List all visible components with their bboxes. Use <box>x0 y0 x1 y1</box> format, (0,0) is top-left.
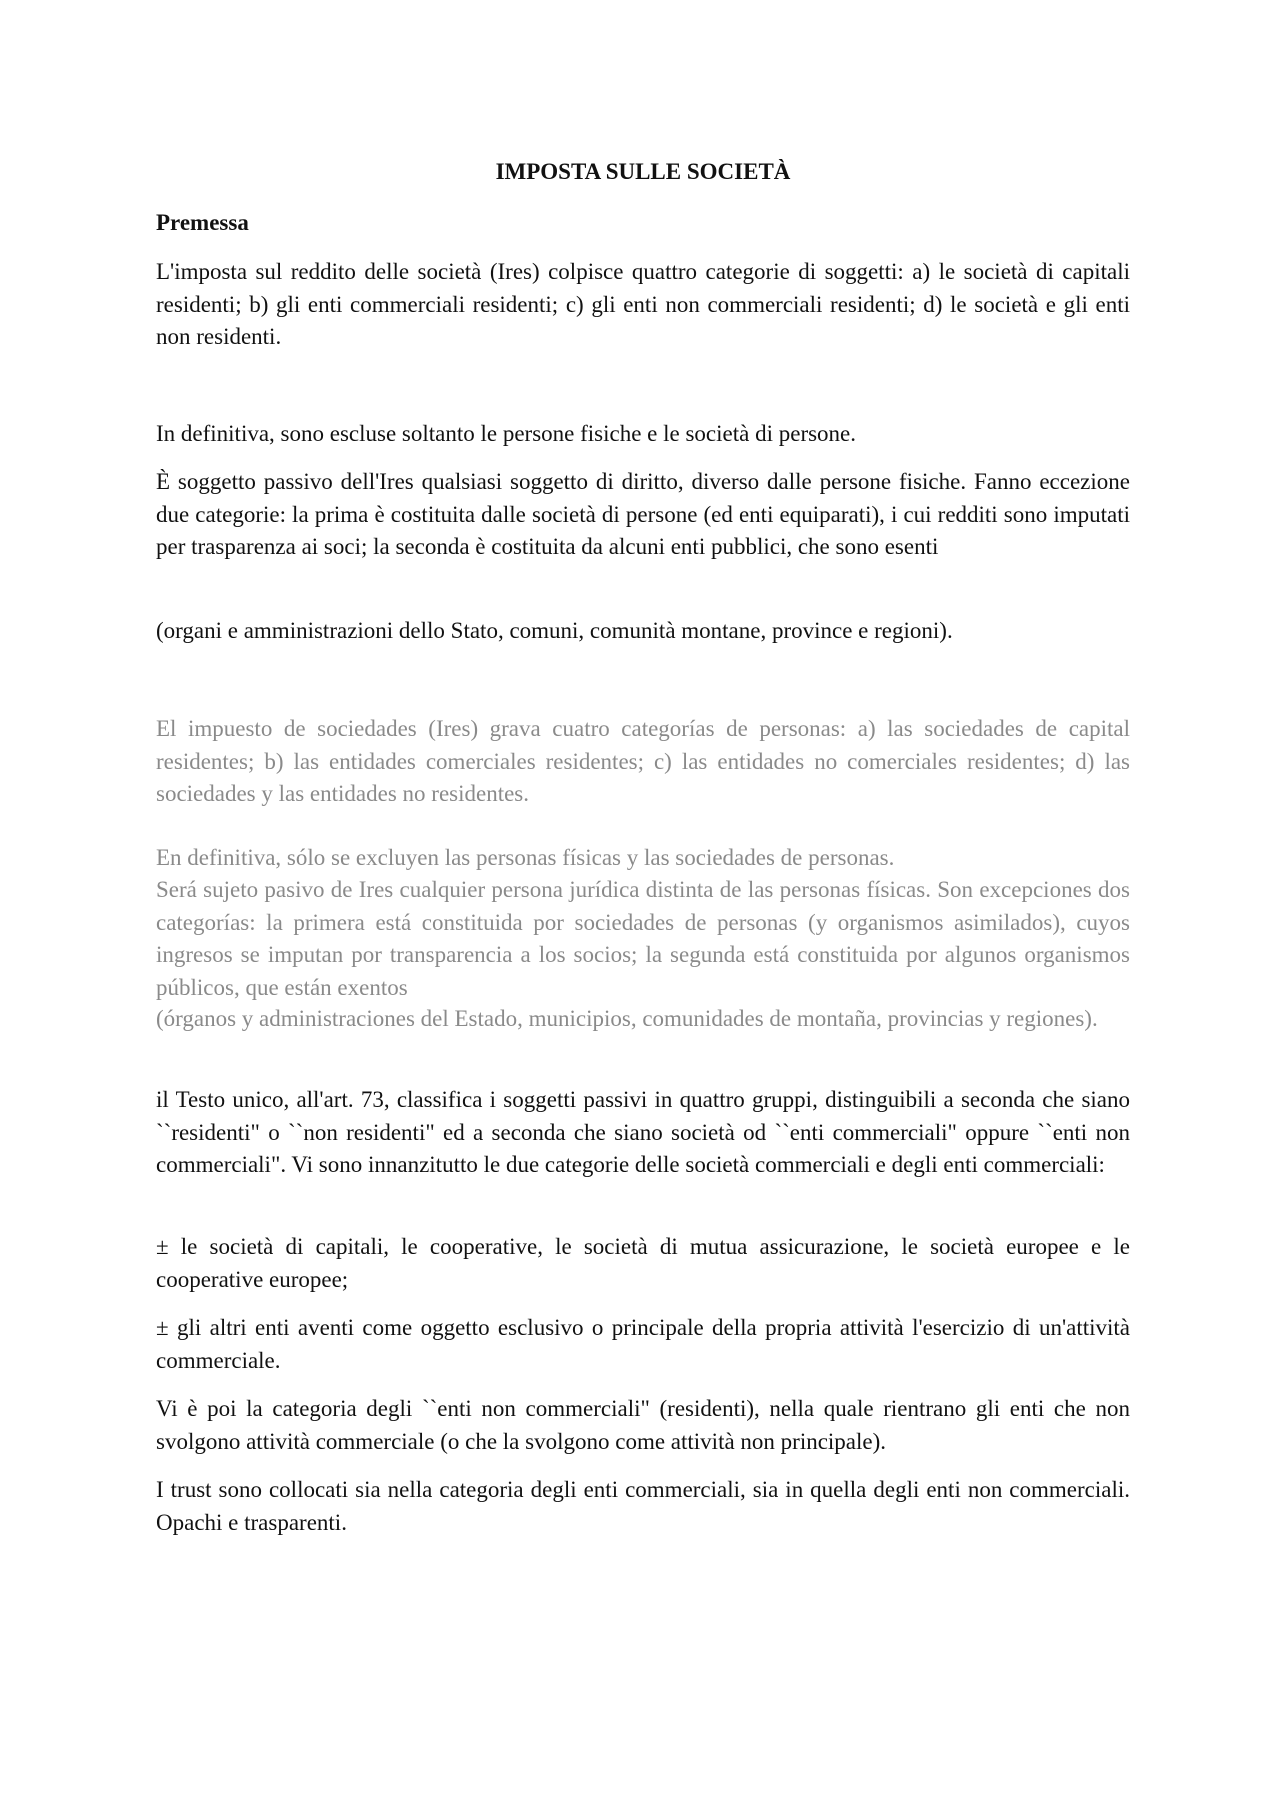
paragraph-spanish-categories: El impuesto de sociedades (Ires) grava cuatro categorías de personas: a) las sociedades de capital residentes; b) las entidades comerciales residentes; c) las entidades no comerciales residentes; d) las sociedades y las entidades no residentes. <box>156 716 1130 806</box>
document-title: IMPOSTA SULLE SOCIETÀ <box>495 159 791 184</box>
section-heading: Premessa <box>156 210 249 235</box>
paragraph-trusts: I trust sono collocati sia nella categoria degli enti commerciali, sia in quella degli enti non commerciali. Opachi e trasparenti. <box>156 1477 1130 1535</box>
paragraph-passive-subject: È soggetto passivo dell'Ires qualsiasi soggetto di diritto, diverso dalle persone fisiche. Fanno eccezione due categorie: la prima è costituita dalle società di persone (ed enti equiparati), i cui redditi sono imputati per trasparenza ai soci; la seconda è costituita da alcuni enti pubblici, che sono esenti <box>156 469 1130 559</box>
paragraph-exempt-bodies: (organi e amministrazioni dello Stato, comuni, comunità montane, province e regioni). <box>156 618 953 643</box>
paragraph-spanish-exempt-bodies: (órganos y administraciones del Estado, municipios, comunidades de montaña, provincias y regiones). <box>156 1006 1098 1031</box>
paragraph-spanish-passive-subject: Será sujeto pasivo de Ires cualquier persona jurídica distinta de las personas físicas. Son excepciones dos categorías: la primera está constituida por sociedades de personas (y organismos asimilados), cuyos ingresos se imputan por transparencia a los socios; la segunda está constituida por algunos organismos públicos, que están exentos <box>156 877 1130 1000</box>
list-item-capital-companies: ± le società di capitali, le cooperative, le società di mutua assicurazione, le società europee e le cooperative europee; <box>156 1234 1130 1292</box>
paragraph-exclusions: In definitiva, sono escluse soltanto le persone fisiche e le società di persone. <box>156 421 857 446</box>
paragraph-non-commercial-entities: Vi è poi la categoria degli ``enti non commerciali" (residenti), nella quale rientrano gli enti che non svolgono attività commerciale (o che la svolgono come attività non principale). <box>156 1396 1130 1454</box>
paragraph-testo-unico: il Testo unico, all'art. 73, classifica i soggetti passivi in quattro gruppi, distinguibili a seconda che siano ``residenti" o ``non residenti" ed a seconda che siano società od ``enti commerciali" oppure ``enti non commerciali". Vi sono innanzitutto le due categorie delle società commerciali e degli enti commerciali: <box>156 1087 1130 1177</box>
paragraph-spanish-exclusions: En definitiva, sólo se excluyen las personas físicas y las sociedades de personas. <box>156 845 895 870</box>
document-page <box>156 0 1130 1811</box>
list-item-commercial-entities: ± gli altri enti aventi come oggetto esclusivo o principale della propria attività l'esercizio di un'attività commerciale. <box>156 1315 1130 1373</box>
paragraph-ires-categories: L'imposta sul reddito delle società (Ires) colpisce quattro categorie di soggetti: a) le società di capitali residenti; b) gli enti commerciali residenti; c) gli enti non commerciali residenti; d) le società e gli enti non residenti. <box>156 259 1130 349</box>
